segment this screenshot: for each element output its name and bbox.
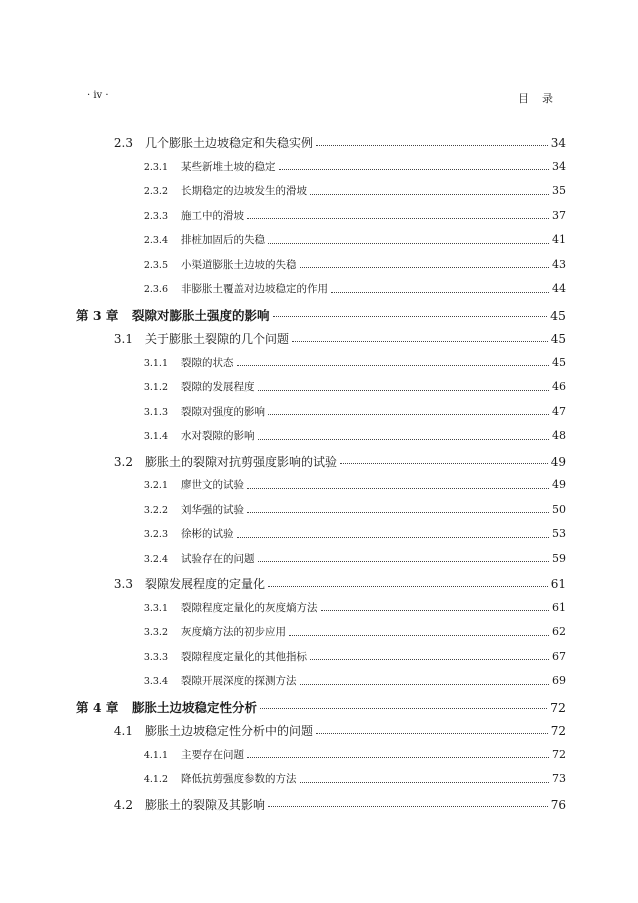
toc-entry-page: 62	[552, 625, 566, 638]
toc-entry-page: 43	[552, 257, 566, 271]
dot-leader	[247, 218, 549, 219]
toc-entry-title: 膨胀土的裂隙及其影响	[145, 797, 266, 812]
toc-entry-number: 3.2.1	[143, 480, 168, 491]
toc-entry[interactable]	[76, 477, 566, 495]
toc-entry-page: 34	[552, 159, 566, 173]
toc-entry-number: 3.1.3	[143, 406, 168, 418]
toc-entry[interactable]	[76, 624, 566, 642]
toc-entry[interactable]	[76, 722, 566, 740]
table-of-contents	[76, 134, 566, 824]
toc-entry[interactable]	[76, 159, 566, 177]
toc-entry-page: 72	[552, 747, 566, 761]
dot-leader	[316, 145, 548, 146]
page-number: · iv ·	[87, 90, 109, 101]
toc-entry-page: 53	[552, 527, 566, 540]
toc-entry-title: 排桩加固后的失稳	[181, 234, 265, 246]
dot-leader	[316, 733, 548, 734]
toc-entry-title: 裂隙程度定量化的灰度熵方法	[181, 601, 318, 614]
toc-entry-title: 膨胀土的裂隙对抗剪强度影响的试验	[145, 454, 338, 469]
toc-entry-number: 2.3.4	[143, 235, 168, 246]
toc-entry-number: 第 4 章	[76, 699, 119, 715]
toc-entry-title: 降低抗剪强度参数的方法	[181, 773, 297, 785]
toc-entry-number: 2.3.3	[143, 210, 168, 222]
toc-entry[interactable]	[76, 575, 566, 593]
toc-entry[interactable]	[76, 796, 566, 814]
dot-leader	[268, 414, 549, 415]
toc-entry-number: 3.3.4	[143, 676, 168, 687]
toc-entry-title: 裂隙的状态	[181, 356, 234, 369]
toc-entry-page: 61	[550, 577, 566, 591]
toc-entry[interactable]	[76, 673, 566, 691]
toc-entry-title: 裂隙对强度的影响	[181, 405, 265, 418]
dot-leader	[268, 806, 548, 807]
toc-entry-number: 4.1.1	[143, 749, 168, 761]
toc-entry-number: 3.3.3	[143, 651, 168, 663]
dot-leader	[258, 439, 550, 440]
toc-entry-page: 49	[552, 478, 566, 491]
toc-entry[interactable]	[76, 183, 566, 201]
toc-entry-title: 施工中的滑坡	[181, 209, 244, 222]
dot-leader	[268, 586, 548, 587]
dot-leader	[310, 659, 549, 660]
toc-entry-title: 几个膨胀土边坡稳定和失稳实例	[145, 136, 314, 150]
toc-entry-number: 3.3	[113, 577, 133, 591]
dot-leader	[310, 194, 549, 195]
toc-entry-page: 61	[552, 600, 566, 614]
toc-entry-number: 4.2	[113, 797, 133, 812]
toc-entry-title: 裂隙对膨胀土强度的影响	[132, 307, 270, 323]
toc-entry[interactable]	[76, 551, 566, 569]
toc-entry-title: 裂隙程度定量化的其他指标	[181, 650, 307, 663]
toc-entry-number: 3.1.2	[143, 382, 168, 393]
toc-entry-title: 灰度熵方法的初步应用	[181, 626, 286, 638]
dot-leader	[237, 537, 550, 538]
toc-entry-page: 76	[550, 797, 566, 812]
toc-entry-title: 膨胀土边坡稳定性分析中的问题	[145, 724, 314, 738]
toc-entry-number: 第 3 章	[76, 307, 119, 323]
toc-entry[interactable]	[76, 404, 566, 422]
toc-entry[interactable]	[76, 600, 566, 618]
toc-entry-page: 72	[550, 724, 566, 738]
toc-entry[interactable]	[76, 747, 566, 765]
toc-entry-title: 水对裂隙的影响	[181, 430, 255, 442]
dot-leader	[273, 316, 548, 317]
dot-leader	[260, 708, 547, 709]
toc-entry-number: 3.2.3	[143, 529, 168, 540]
toc-entry[interactable]	[76, 257, 566, 275]
dot-leader	[292, 341, 548, 342]
toc-entry[interactable]	[76, 306, 566, 324]
toc-entry-page: 45	[550, 332, 566, 346]
page-header	[77, 90, 566, 106]
toc-entry-number: 3.2.2	[143, 504, 168, 516]
toc-entry-title: 非膨胀土覆盖对边坡稳定的作用	[181, 283, 328, 295]
toc-entry[interactable]	[76, 208, 566, 226]
toc-entry-number: 3.3.2	[143, 627, 168, 638]
dot-leader	[258, 390, 550, 391]
toc-entry-page: 44	[552, 282, 566, 295]
toc-entry-page: 73	[552, 772, 566, 785]
toc-entry-number: 3.1	[113, 332, 133, 346]
toc-entry-title: 膨胀土边坡稳定性分析	[132, 699, 258, 715]
toc-entry-title: 主要存在问题	[181, 748, 244, 761]
toc-entry-number: 2.3	[113, 136, 133, 150]
dot-leader	[258, 561, 550, 562]
toc-entry-page: 34	[550, 136, 566, 150]
toc-entry-title: 徐彬的试验	[181, 528, 234, 540]
toc-entry-page: 37	[552, 208, 566, 222]
toc-entry-page: 35	[552, 184, 566, 197]
toc-entry-number: 3.1.1	[143, 357, 168, 369]
dot-leader	[300, 782, 550, 783]
dot-leader	[247, 757, 549, 758]
toc-entry-number: 4.1	[113, 724, 133, 738]
toc-entry-title: 刘华强的试验	[181, 503, 244, 516]
dot-leader	[331, 292, 549, 293]
toc-entry[interactable]	[76, 453, 566, 471]
toc-entry-page: 41	[552, 233, 566, 246]
dot-leader	[247, 488, 549, 489]
toc-entry[interactable]	[76, 771, 566, 789]
dot-leader	[247, 512, 549, 513]
toc-entry[interactable]	[76, 698, 566, 716]
toc-entry-number: 3.3.1	[143, 602, 168, 614]
toc-entry[interactable]	[76, 134, 566, 152]
toc-entry-title: 关于膨胀土裂隙的几个问题	[145, 332, 290, 346]
dot-leader	[300, 684, 550, 685]
toc-entry-title: 裂隙开展深度的探测方法	[181, 675, 297, 687]
toc-entry-title: 长期稳定的边坡发生的滑坡	[181, 185, 307, 197]
toc-entry-title: 裂隙的发展程度	[181, 381, 255, 393]
toc-entry-page: 45	[552, 355, 566, 369]
toc-entry-number: 4.1.2	[143, 774, 168, 785]
dot-leader	[300, 267, 550, 268]
toc-entry[interactable]	[76, 232, 566, 250]
toc-entry[interactable]	[76, 355, 566, 373]
toc-entry-title: 试验存在的问题	[181, 552, 255, 565]
toc-entry[interactable]	[76, 330, 566, 348]
toc-entry-page: 69	[552, 674, 566, 687]
dot-leader	[237, 365, 550, 366]
toc-entry-title: 裂隙发展程度的定量化	[145, 577, 266, 591]
toc-entry[interactable]	[76, 502, 566, 520]
toc-entry-page: 48	[552, 429, 566, 442]
toc-entry-page: 59	[552, 551, 566, 565]
toc-entry-page: 67	[552, 649, 566, 663]
dot-leader	[340, 463, 548, 464]
toc-entry-page: 46	[552, 380, 566, 393]
toc-entry[interactable]	[76, 526, 566, 544]
toc-entry-title: 某些新堆土坡的稳定	[181, 160, 276, 173]
toc-entry-title: 廖世文的试验	[181, 479, 244, 491]
toc-entry-title: 小渠道膨胀土边坡的失稳	[181, 258, 297, 271]
toc-entry-page: 72	[550, 699, 566, 715]
toc-entry-page: 50	[552, 502, 566, 516]
toc-entry[interactable]	[76, 428, 566, 446]
toc-entry-number: 3.1.4	[143, 431, 168, 442]
toc-entry-number: 2.3.2	[143, 186, 168, 197]
toc-entry-page: 49	[550, 454, 566, 469]
toc-entry-number: 3.2	[113, 454, 133, 469]
toc-entry[interactable]	[76, 379, 566, 397]
toc-entry-number: 3.2.4	[143, 553, 168, 565]
toc-entry-number: 2.3.6	[143, 284, 168, 295]
toc-entry-page: 45	[550, 307, 566, 323]
toc-entry[interactable]	[76, 281, 566, 299]
dot-leader	[289, 635, 549, 636]
dot-leader	[321, 610, 550, 611]
dot-leader	[268, 243, 549, 244]
toc-entry-number: 2.3.5	[143, 259, 168, 271]
dot-leader	[279, 169, 550, 170]
toc-entry-page: 47	[552, 404, 566, 418]
running-title: 目录	[518, 92, 566, 105]
toc-entry-number: 2.3.1	[143, 161, 168, 173]
toc-entry[interactable]	[76, 649, 566, 667]
